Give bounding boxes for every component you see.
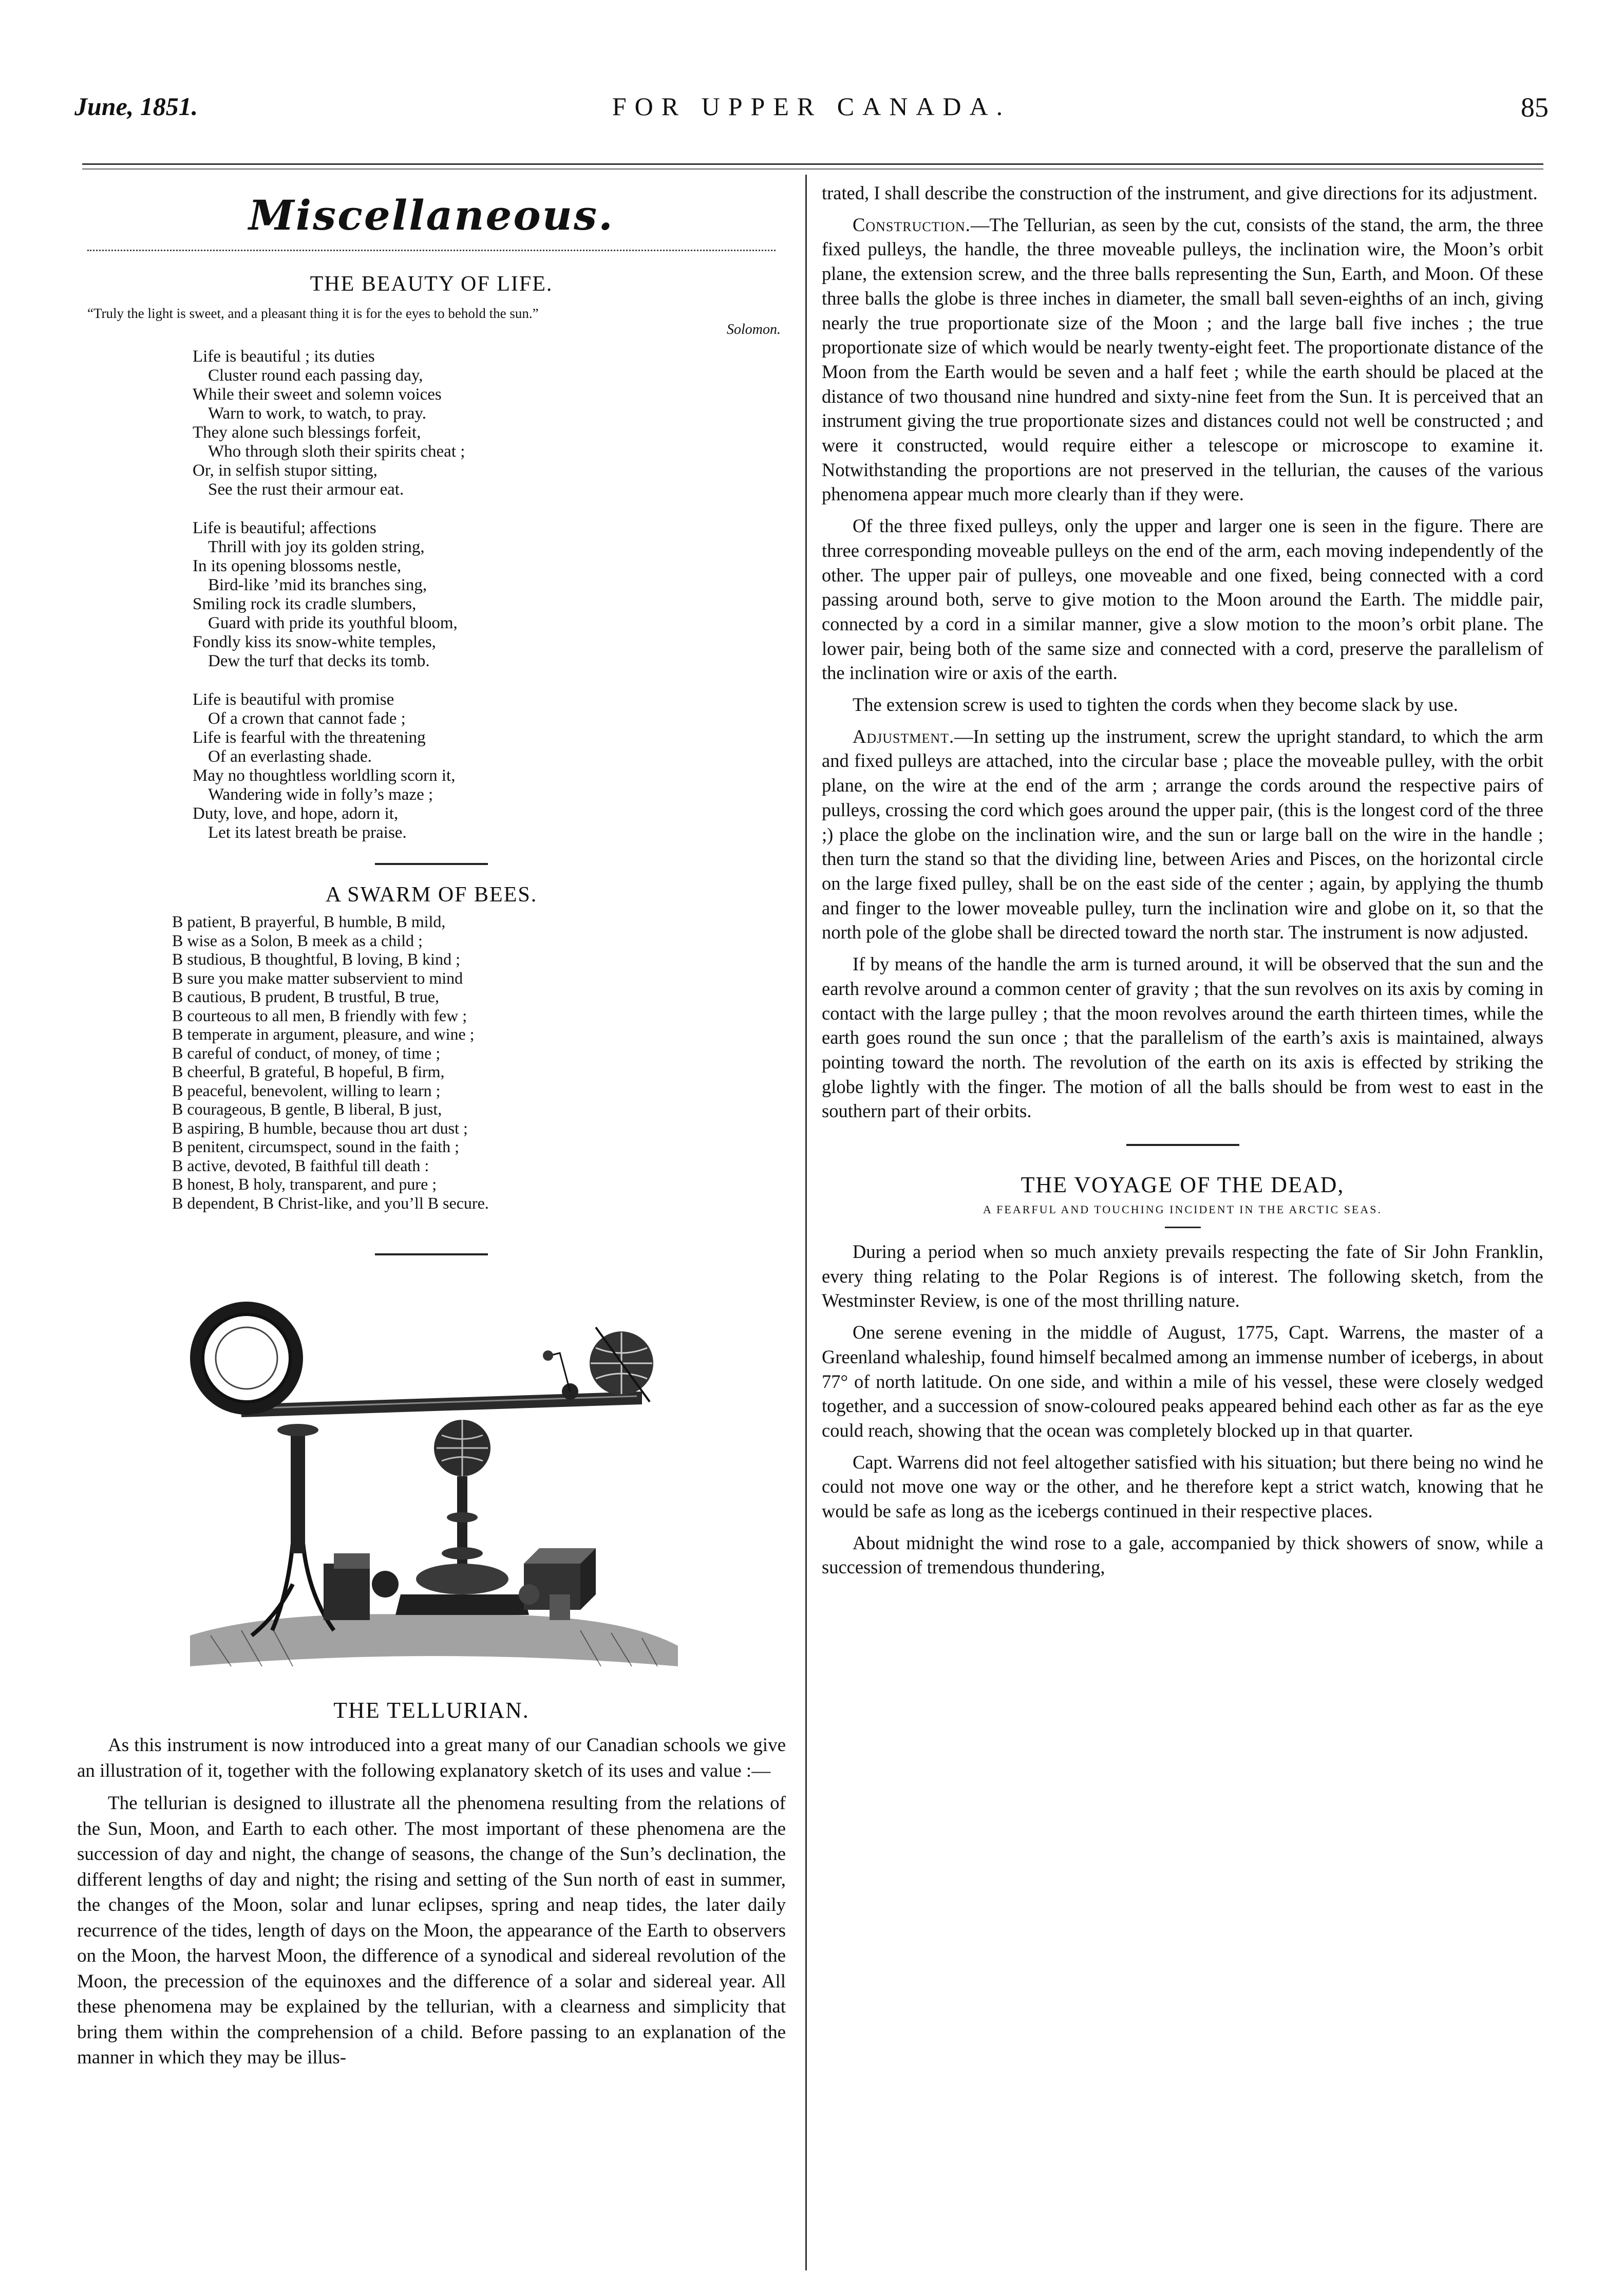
right-column bbox=[822, 181, 1543, 1587]
section-rule-short bbox=[1165, 1227, 1201, 1228]
poem-line: Duty, love, and hope, adorn it, bbox=[193, 804, 399, 823]
poem-line: B temperate in argument, pleasure, and wine ; bbox=[172, 1025, 475, 1043]
poem-line: B patient, B prayerful, B humble, B mild, bbox=[172, 912, 446, 931]
poem-swarm-of-bees bbox=[172, 912, 786, 1212]
tellurian-illustration bbox=[169, 1276, 693, 1677]
poem-line: Fondly kiss its snow-white temples, bbox=[193, 633, 436, 651]
body-paragraph: Capt. Warrens did not feel altogether satisfied with his situation; but there being no wind he could not move one way or the other, and he therefore kept a strict watch, knowing that he would be safe as long as the icebergs continued in their respective places. bbox=[822, 1451, 1543, 1522]
poem-line: Smiling rock its cradle slumbers, bbox=[193, 595, 417, 613]
body-paragraph: About midnight the wind rose to a gale, accompanied by thick showers of snow, while a succession of tremendous thundering, bbox=[822, 1532, 1543, 1578]
poem-line: Bird-like ’mid its branches sing, bbox=[208, 576, 427, 594]
article-title-voyage-of-the-dead: THE VOYAGE OF THE DEAD, bbox=[1021, 1172, 1345, 1198]
poem-line: Cluster round each passing day, bbox=[208, 366, 423, 385]
section-rule bbox=[375, 863, 488, 865]
poem-line: May no thoughtless worldling scorn it, bbox=[193, 766, 456, 785]
poem-line: Warn to work, to watch, to pray. bbox=[208, 404, 427, 423]
poem-line: B courageous, B gentle, B liberal, B just, bbox=[172, 1100, 442, 1118]
paragraph-text: —The Tellurian, as seen by the cut, consists of the stand, the arm, the three fixed pulleys, the handle, the three moveable pulleys, the inclination wire, the Moon’s orbit plane, the extension screw, and the three balls representing the Sun, Earth, and Moon. Of these three balls the globe is three inches in diameter, the small ball seven-eighths of an inch, giving nearly the true proportionate size of the Moon ; and the large ball five inches ; the true proportionate size of which would be nearly twenty-eight feet. The proportionate distance of the Moon from the Earth would be seven and a half feet ; while the earth should be placed at the distance of two thousand nine hundred and sixty-nine feet from the Sun. It is perceived that an instrument giving the true proportionate sizes and distances could not well be constructed ; and were it constructed, would require either a telescope or microscope to examine it. Notwithstanding the proportions are not preserved in the tellurian, the causes of the various phenomena appear much more clearly than if they were. bbox=[822, 214, 1543, 505]
poem-line: B cautious, B prudent, B trustful, B true, bbox=[172, 987, 439, 1006]
poem-line: Life is beautiful ; its duties bbox=[193, 347, 375, 366]
poem-line: B honest, B holy, transparent, and pure ; bbox=[172, 1175, 437, 1193]
body-paragraph: As this instrument is now introduced into a great many of our Canadian schools we give an illustration of it, together with the following explanatory sketch of its uses and value :— bbox=[77, 1735, 786, 1781]
body-paragraph: Of the three fixed pulleys, only the upper and larger one is seen in the figure. There are three corresponding moveable pulleys on the end of the arm, each moving independently of the other. The upper pair of pulleys, one moveable and one fixed, being connected with a cord passing around both, serve to give motion to the Moon around the Earth. The middle pair, connected by a cord in a similar manner, give a slow motion to the moon’s orbit plane. The lower pair, being both of the same size and connected with a cord, preserve the parallelism of the inclination wire or axis of the earth. bbox=[822, 515, 1543, 684]
poem-line: Life is fearful with the threatening bbox=[193, 728, 426, 747]
body-paragraph: During a period when so much anxiety prevails respecting the fate of Sir John Franklin, every thing relating to the Polar Regions is of interest. The following sketch, from the Westminster Review, is one of the most thrilling nature. bbox=[822, 1241, 1543, 1311]
poem-line: B careful of conduct, of money, of time ; bbox=[172, 1043, 441, 1062]
section-title-miscellaneous: Miscellaneous. bbox=[249, 191, 614, 239]
header-title: FOR UPPER CANADA. bbox=[612, 92, 1011, 121]
poem-stanza bbox=[193, 519, 786, 671]
body-paragraph: The extension screw is used to tighten the cords when they become slack by use. bbox=[853, 694, 1458, 716]
poem-line: B dependent, B Christ-like, and you’ll B secure. bbox=[172, 1193, 489, 1212]
poem-line: Who through sloth their spirits cheat ; bbox=[208, 442, 465, 461]
body-paragraph: If by means of the handle the arm is turned around, it will be observed that the sun and the earth revolve around a common center of gravity ; that the sun revolves on its axis by coming in contact with the large pulley ; that the moon revolves around the earth thirteen times, while the earth goes round the sun once ; that the parallelism of the earth’s axis is maintained, always pointing toward the north. The revolution of the earth on its axis is effected by striking the globe lightly with the finger. The motion of all the balls should be from west to east in the southern part of their orbits. bbox=[822, 953, 1543, 1122]
poem-line: B cheerful, B grateful, B hopeful, B firm, bbox=[172, 1062, 445, 1081]
tellurian-engraving bbox=[169, 1276, 693, 1677]
header-date: June, 1851. bbox=[74, 92, 198, 121]
figure-caption: THE TELLURIAN. bbox=[333, 1698, 530, 1723]
poem-line: Of a crown that cannot fade ; bbox=[208, 709, 406, 728]
body-paragraph-construction bbox=[822, 213, 1543, 506]
left-column bbox=[77, 181, 786, 2078]
poem-line: Dew the turf that decks its tomb. bbox=[208, 652, 430, 670]
poem-line: Life is beautiful with promise bbox=[193, 690, 394, 709]
poem-epigraph: “Truly the light is sweet, and a pleasant thing it is for the eyes to behold the sun.” bbox=[87, 306, 539, 321]
paragraph-label: Adjustment. bbox=[853, 725, 955, 747]
poem-line: Thrill with joy its golden string, bbox=[208, 538, 425, 556]
poem-title-swarm-of-bees: A SWARM OF BEES. bbox=[325, 883, 538, 907]
poem-stanza bbox=[193, 347, 786, 499]
poem-title-beauty-of-life: THE BEAUTY OF LIFE. bbox=[310, 272, 553, 296]
poem-line: Or, in selfish stupor sitting, bbox=[193, 461, 377, 480]
body-paragraph: One serene evening in the middle of August, 1775, Capt. Warrens, the master of a Greenland whaleship, found himself becalmed among an immense number of icebergs, in about 77° of north latitude. On one side, and within a mile of his vessel, these were closely wedged together, and a succession of snow-coloured peaks appeared behind each other as far as the eye could reach, showing that the ocean was completely blocked up in that quarter. bbox=[822, 1322, 1543, 1441]
poem-line: B wise as a Solon, B meek as a child ; bbox=[172, 931, 423, 950]
poem-line: B aspiring, B humble, because thou art dust ; bbox=[172, 1118, 468, 1137]
paragraph-text: —In setting up the instrument, screw the upright standard, to which the arm and fixed pulleys are attached, into the circular base ; place the moveable pulley, with the orbit plane, on the wire at the end of the arm ; arrange the cords around the respective pairs of pulleys, crossing the cord which goes around the upper pair, (this is the longest cord of the three ;) place the globe on the inclination wire, and the sun or large ball on the wire in the handle ; then turn the stand so that the dividing line, between Aries and Pisces, on the horizontal circle on the large fixed pulley, shall be on the east side of the center ; again, by applying the thumb and finger to the lower moveable pulley, turn the inclination wire and globe on it, so that the north pole of the globe shall be directed toward the north star. The instrument is now adjusted. bbox=[822, 725, 1543, 943]
poem-line: B sure you make matter subservient to mind bbox=[172, 968, 463, 987]
poem-line: While their sweet and solemn voices bbox=[193, 385, 442, 404]
body-paragraph-adjustment bbox=[822, 724, 1543, 945]
page-number: 85 bbox=[1521, 92, 1549, 123]
column-divider bbox=[805, 175, 807, 2270]
poem-line: See the rust their armour eat. bbox=[208, 480, 404, 499]
poem-line: B studious, B thoughtful, B loving, B kind ; bbox=[172, 950, 460, 968]
header-rule-secondary bbox=[82, 168, 1543, 170]
poem-line: B courteous to all men, B friendly with few ; bbox=[172, 1006, 467, 1025]
running-head bbox=[74, 91, 1549, 133]
poem-line: Life is beautiful; affections bbox=[193, 519, 376, 537]
poem-line: They alone such blessings forfeit, bbox=[193, 423, 421, 442]
section-rule bbox=[375, 1253, 488, 1255]
poem-line: In its opening blossoms nestle, bbox=[193, 557, 402, 575]
section-rule bbox=[1126, 1144, 1239, 1146]
poem-line: B peaceful, benevolent, willing to learn ; bbox=[172, 1081, 441, 1100]
poem-line: B penitent, circumspect, sound in the faith ; bbox=[172, 1137, 459, 1156]
paragraph-label: Construction. bbox=[853, 214, 971, 235]
poem-line: B active, devoted, B faithful till death : bbox=[172, 1156, 429, 1175]
poem-line: Of an everlasting shade. bbox=[208, 747, 372, 766]
body-paragraph: The tellurian is designed to illustrate all the phenomena resulting from the relations of the Sun, Moon, and Earth to each other. The most important of these phenomena are the succession of day and night, the change of seasons, the change of the Sun’s declination, the different lengths of day and night; the rising and setting of the Sun north of east in summer, the changes of the Moon, solar and lunar eclipses, spring and neap tides, the later daily recurrence of the tides, length of days on the Moon, the appearance of the Earth to observers on the Moon, the harvest Moon, the difference of a synodical and sidereal revolution of the Moon, the precession of the equinoxes and the difference of a solar and sidereal year. All these phenomena may be explained by the tellurian, with a clearness and simplicity that bring them within the comprehension of a child. Before passing to an explanation of the manner in which they may be illus- bbox=[77, 1793, 786, 2068]
article-subtitle: A FEARFUL AND TOUCHING INCIDENT IN THE ARCTIC SEAS. bbox=[983, 1203, 1382, 1216]
poem-line: Let its latest breath be praise. bbox=[208, 823, 407, 842]
ornamental-rule bbox=[87, 245, 776, 251]
poem-line: Wandering wide in folly’s maze ; bbox=[208, 785, 433, 804]
poem-beauty-of-life bbox=[193, 347, 786, 842]
poem-line: Guard with pride its youthful bloom, bbox=[208, 614, 458, 632]
epigraph-attribution: Solomon. bbox=[727, 322, 781, 337]
body-paragraph-continuation: trated, I shall describe the construction of the instrument, and give directions for its adjustment. bbox=[822, 182, 1538, 203]
header-rule bbox=[82, 163, 1543, 165]
poem-stanza bbox=[193, 690, 786, 842]
